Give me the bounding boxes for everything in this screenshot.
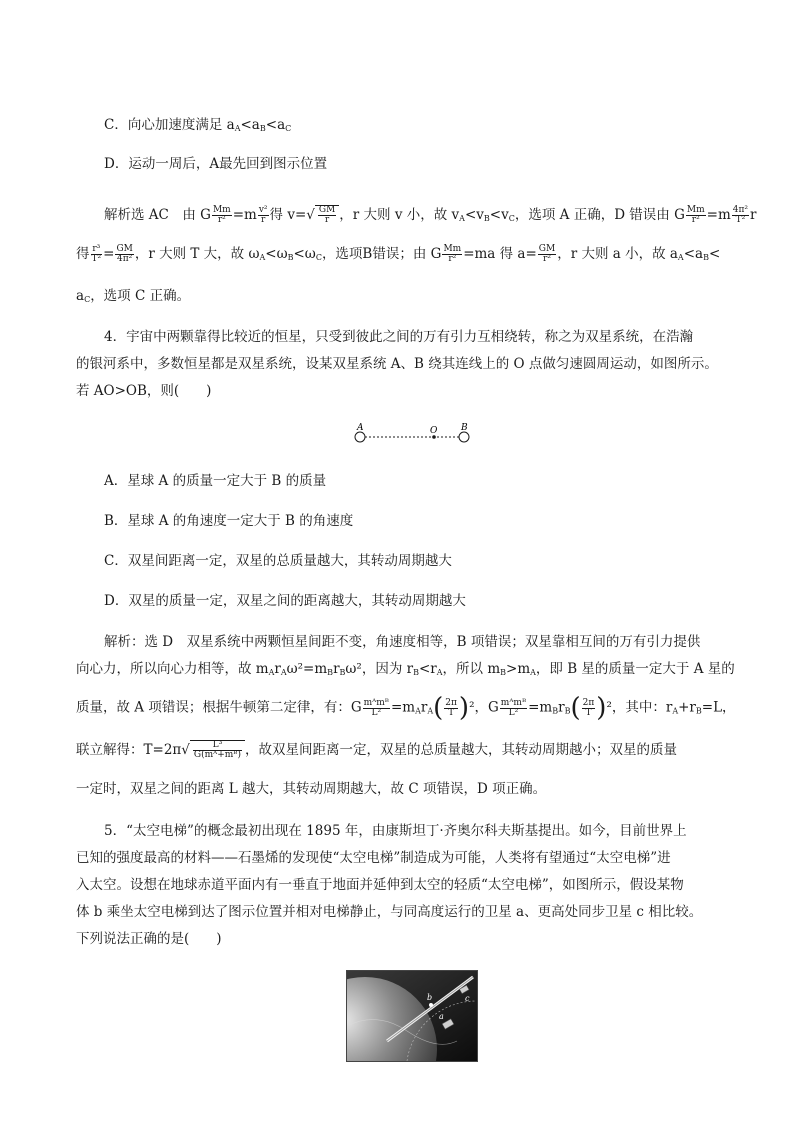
q5-stem-line3: 入太空。设想在地球赤道平面内有一垂直于地面并延伸到太空的轻质“太空电梯”，如图所示，假设某物 bbox=[76, 877, 684, 893]
q4-stem-line1: 4．宇宙中两颗靠得比较近的恒星，只受到彼此之间的万有引力互相绕转，称之为双星系统，在浩瀚 bbox=[104, 329, 694, 345]
binary-star-diagram bbox=[350, 423, 480, 447]
label-a: A bbox=[357, 423, 364, 433]
q4-stem-line2: 的银河系中，多数恒星都是双星系统，设某双星系统 A、B 绕其连线上的 O 点做匀速圆周运动，如图所示。 bbox=[76, 356, 718, 372]
star-b bbox=[459, 432, 469, 442]
object-b bbox=[429, 1003, 433, 1007]
q3-option-c: C．向心加速度满足 $a_A<a_B<a_C$ bbox=[104, 117, 292, 133]
q3-analysis-line3: $a_C$，选项 C 正确。 bbox=[76, 288, 191, 304]
q4-stem-line3: 若 AO>OB，则( ) bbox=[76, 383, 212, 399]
q4-option-c: C．双星间距离一定，双星的总质量越大，其转动周期越大 bbox=[104, 553, 452, 569]
q4-option-b: B．星球 A 的角速度一定大于 B 的角速度 bbox=[104, 513, 354, 529]
q4-analysis-line4: 联立解得：T=2π√ $\frac{\text{L³}}{\text{G(mᴬ+mᴮ)}}$ ，故双星间距离一定，双星的总质量越大，其转动周期越小；双星的质量 bbox=[76, 740, 677, 760]
q4-analysis-line1: 解析：选 D 双星系统中两颗恒星间距不变，角速度相等，B 项错误；双星靠相互间的万有引力提供 bbox=[104, 634, 701, 650]
label-a-photo: a bbox=[439, 1012, 444, 1021]
q5-stem-line5: 下列说法正确的是( ) bbox=[76, 931, 222, 947]
label-c-photo: c bbox=[465, 994, 470, 1003]
q3-analysis-line2: 得 $\frac{\text{r³}}{\text{T²}}$ = $\frac{GM}{\text{4π²}}$ ，r 大则 T 大，故 $\omega_A<\omega_B<\omega_C$，选项B错误；由 G $\frac{Mm}{\text{r²}}$ =ma 得 a= $\frac{GM}{\text{r²}}$ ，r 大则 a 小，故 $a_A<a_B<$ bbox=[76, 244, 721, 264]
space-elevator-image bbox=[346, 970, 478, 1062]
q4-option-d: D．双星的质量一定，双星之间的距离越大，其转动周期越大 bbox=[104, 593, 466, 609]
q5-stem-line1: 5．“太空电梯”的概念最初出现在 1895 年，由康斯坦丁·齐奥尔科夫斯基提出。如今，目前世界上 bbox=[104, 823, 687, 839]
q4-analysis-line2: 向心力，所以向心力相等，故 $m_Ar_A\omega^2=m_Br_B\omega^2$，因为 $r_B<r_A$，所以 $m_B>m_A$，即 B 星的质量一定大于 A 星的 bbox=[76, 661, 735, 677]
q4-analysis-line5: 一定时，双星之间的距离 L 越大，其转动周期越大，故 C 项错误，D 项正确。 bbox=[76, 781, 547, 797]
q3-option-d: D．运动一周后，A最先回到图示位置 bbox=[104, 156, 328, 172]
label-b: B bbox=[461, 423, 468, 433]
label-o: O bbox=[430, 426, 438, 436]
star-a bbox=[355, 432, 365, 442]
q5-stem-line4: 体 b 乘坐太空电梯到达了图示位置并相对电梯静止，与同高度运行的卫星 a、更高处同步卫星 c 相比较。 bbox=[76, 904, 703, 920]
q5-stem-line2: 已知的强度最高的材料——石墨烯的发现使“太空电梯”制造成为可能，人类将有望通过“太空电梯”进 bbox=[76, 850, 671, 866]
q3-analysis-line1: 解析选 AC 由 G $\frac{Mm}{\text{r²}}$ =m $\frac{\text{v²}}{r}$ 得 v=√ $\frac{GM}{r}$ ，r 大则 v 小，故 $v_A<v_B<v_C$，选项 A 正确，D 错误由 G $\frac{Mm}{\text{r²}}$ =m $\frac{\text{4π²}}{\text{T²}}$ r bbox=[104, 205, 757, 225]
q4-analysis-line3: 质量，故 A 项错误；根据牛顿第二定律，有：G $\frac{\text{mᴬmᴮ}}{\text{L²}}$ $=m_Ar_A$( $\frac{2\pi}{T}$ )²，G $\frac{\text{mᴬmᴮ}}{\text{L²}}$ $=m_Br_B$( $\frac{2\pi}{T}$ )²，其中：$r_A+r_B=L$， bbox=[76, 693, 736, 723]
q4-option-a: A．星球 A 的质量一定大于 B 的质量 bbox=[104, 473, 327, 489]
label-b-photo: b bbox=[427, 993, 433, 1002]
